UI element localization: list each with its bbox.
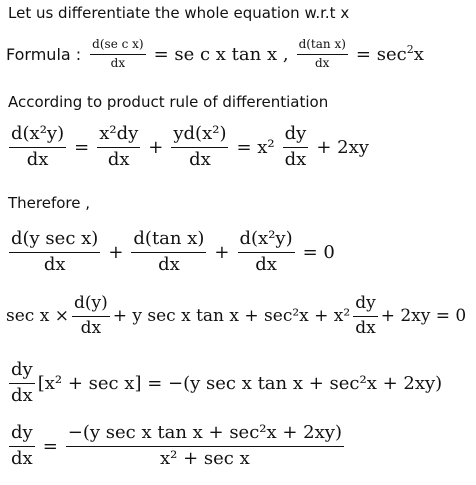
- expression: + 2xy = 0: [380, 306, 467, 327]
- formula-label: Formula :: [6, 44, 82, 64]
- numerator: yd(x²): [171, 124, 228, 148]
- fraction: [97, 124, 140, 170]
- denominator: dx: [11, 447, 33, 469]
- denominator: dx: [43, 253, 66, 275]
- numerator: dy: [283, 124, 309, 148]
- numerator: d(y sec x): [9, 229, 100, 253]
- numerator: d(x²y): [9, 124, 66, 148]
- fraction: [297, 38, 348, 71]
- denominator: dx: [255, 253, 277, 275]
- fraction: [90, 38, 145, 71]
- formula-line: [6, 38, 429, 71]
- denominator: dx: [80, 317, 102, 338]
- expression: + y sec x tan x + sec²x + x²: [112, 306, 351, 327]
- fraction: [66, 423, 344, 469]
- exponent: 2: [406, 42, 414, 56]
- denominator: dx: [355, 317, 376, 338]
- denominator: dx: [107, 148, 130, 170]
- numerator: x²dy: [97, 124, 140, 148]
- equals-sign: =: [42, 435, 58, 457]
- sec-text: = sec: [355, 43, 407, 65]
- numerator: dy: [353, 294, 378, 317]
- expression: = 0: [302, 241, 335, 263]
- equals-sign: =: [74, 136, 90, 158]
- equation-1: [6, 124, 374, 170]
- fraction: [353, 294, 378, 338]
- plus-sign: +: [148, 136, 164, 158]
- expression: [x² + sec x] = −(y sec x tan x + sec²x + 2xy): [37, 372, 443, 394]
- numerator: dy: [9, 423, 35, 447]
- expression: = x²: [236, 136, 275, 158]
- expression: [356, 44, 424, 65]
- fraction: [9, 360, 35, 406]
- equation-5: [6, 423, 347, 469]
- numerator: d(tan x): [131, 229, 206, 253]
- intro-text: Let us differentiate the whole equation w.r.t x: [8, 4, 350, 22]
- numerator: d(tan x): [297, 38, 348, 55]
- numerator: d(se c x): [90, 38, 145, 55]
- fraction: [9, 229, 100, 275]
- fraction: [9, 124, 66, 170]
- plus-sign: +: [214, 241, 230, 263]
- fraction: [171, 124, 228, 170]
- fraction: [283, 124, 309, 170]
- denominator: x² + sec x: [160, 447, 250, 469]
- denominator: dx: [110, 55, 126, 70]
- denominator: dx: [11, 384, 33, 406]
- denominator: dx: [158, 253, 180, 275]
- denominator: dx: [284, 148, 307, 170]
- numerator: −(y sec x tan x + sec²x + 2xy): [66, 423, 344, 447]
- expression: + 2xy: [316, 136, 369, 158]
- expression: sec x ×: [6, 306, 69, 327]
- denominator: dx: [189, 148, 211, 170]
- expression: = se c x tan x ,: [153, 43, 289, 65]
- x-text: x: [413, 43, 424, 65]
- product-rule-text: According to product rule of differentiation: [8, 93, 329, 111]
- numerator: dy: [9, 360, 35, 384]
- denominator: dx: [315, 55, 330, 70]
- plus-sign: +: [108, 241, 124, 263]
- therefore-text: Therefore ,: [8, 194, 91, 212]
- fraction: [9, 423, 35, 469]
- numerator: d(x²y): [238, 229, 295, 253]
- fraction: [238, 229, 295, 275]
- equation-4: [6, 360, 442, 406]
- denominator: dx: [26, 148, 49, 170]
- fraction: [131, 229, 206, 275]
- equation-2: [6, 229, 340, 275]
- equation-3: [6, 294, 466, 338]
- fraction: [72, 294, 110, 338]
- numerator: d(y): [72, 294, 110, 317]
